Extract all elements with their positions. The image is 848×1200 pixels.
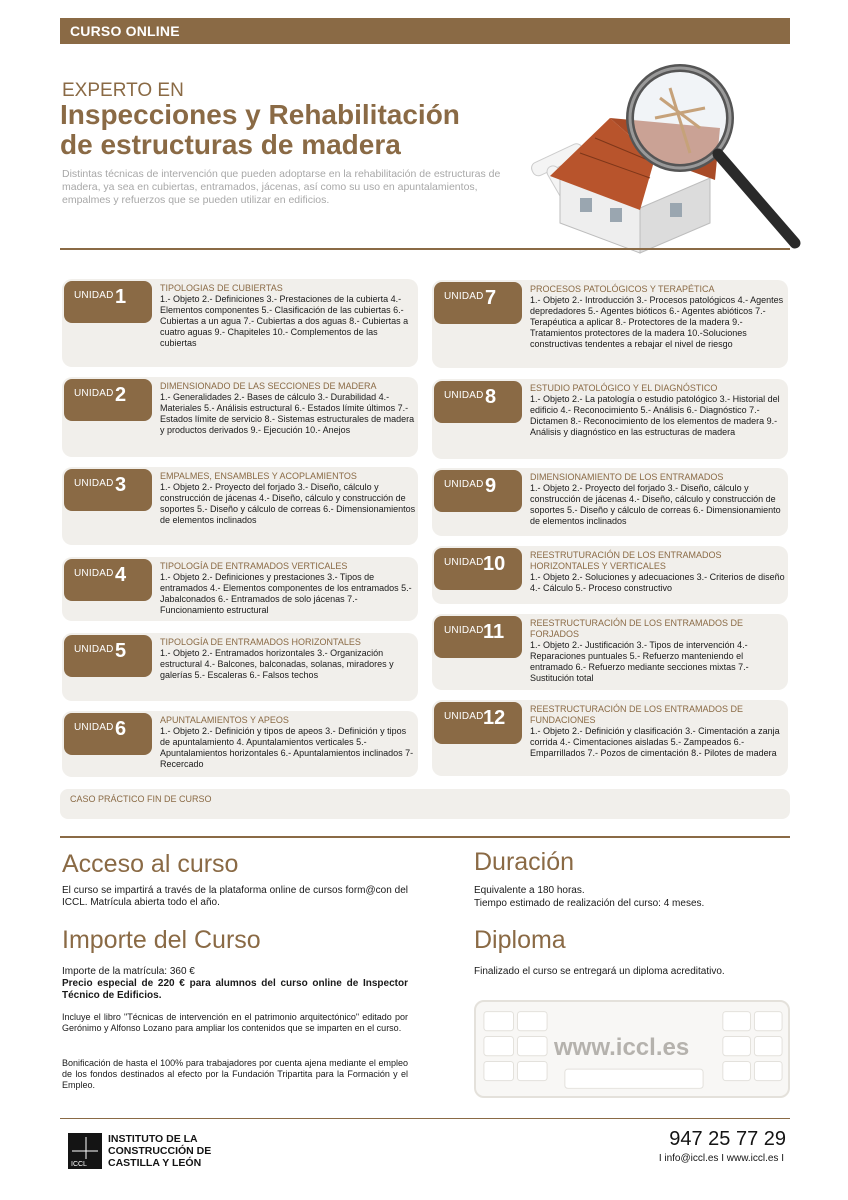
hero-title-line1: Inspecciones y Rehabilitación [60,99,460,130]
unit-topics: 1.- Objeto 2.- Definiciones 3.- Prestaciones de la cubierta 4.- Elementos componentes 5.- Clasificación de las cubiertas 6.- Cubiertas a un agua 7.- Cubiertas a dos aguas 8.- Cubiertas a cuatro aguas 9.- Chapiteles 10.- Complementos de las cubiertas [160,294,409,348]
importe-special-price: Precio especial de 220 € para alumnos del curso online de Inspector Técnico de Edificios. [62,978,408,1001]
phone-number[interactable]: 947 25 77 29 [669,1128,786,1150]
caso-practico-label: CASO PRÁCTICO FIN DE CURSO [70,794,212,804]
unit-label: UNIDAD [74,290,114,301]
unit-content [530,284,786,350]
unit-label: UNIDAD [444,291,484,302]
unit-topics: 1.- Objeto 2.- Introducción 3.- Procesos patológicos 4.- Agentes depredadores 5.- Agentes bióticos 6.- Agentes abióticos 7.- Terapéutica a aplicar 8.- Protectores de la madera 9.-Tratamientos protectores de la madera 10.-Soluciones constructivas tendentes a rebajar el nivel de riesgo [530,295,784,349]
unit-topics: 1.- Objeto 2.- Definición y clasificación 3.- Cimentación a zanja corrida 4.- Cimentaciones aisladas 5.- Zampeados 6.- Emparrillados 7.- Pozos de cimentación 8.- Pilotes de madera [530,726,780,758]
logo-text: ICCL [71,1161,87,1168]
acceso-text: El curso se impartirá a través de la plataforma online de cursos form@con del ICCL. Matrícula abierta todo el año. [62,885,408,908]
unit-title: PROCESOS PATOLÓGICOS Y TERAPÉTICA [530,284,715,294]
unit-label: UNIDAD [444,557,484,568]
unit-number: 2 [115,384,127,406]
unit-title: REESTRUCTURACIÓN DE LOS ENTRAMADOS DE FORJADOS [530,618,744,639]
unit-content [160,637,416,681]
unit-topics: 1.- Objeto 2.- Proyecto del forjado 3.- Diseño, cálculo y construcción de jácenas 4.- Diseño, cálculo y construcción de soportes 5.- Diseño y cálculo de correas 6.- Dimensionamientos de elementos inclinados [160,482,416,525]
unit-content [530,704,786,759]
unit-tab [64,469,152,511]
acceso-heading: Acceso al curso [62,850,239,878]
unit-topics: 1.- Objeto 2.- Soluciones y adecuaciones 3.- Criterios de diseño 4.- Cálculo 5.- Proceso constructivo [530,572,785,593]
iccl-logo [68,1133,102,1169]
unit-label: UNIDAD [74,644,114,655]
unit-number: 7 [485,287,497,309]
unit-tab [434,548,522,590]
hero-subtitle: EXPERTO EN [62,80,184,101]
unit-topics: 1.- Objeto 2.- Entramados horizontales 3.- Organización estructural 4.- Balcones, balconadas, solanas, miradores y galerías 5.- Escaleras 6.- Falsos techos [160,648,394,680]
caso-practico-bar [60,789,790,819]
unit-label: UNIDAD [444,390,484,401]
unit-number: 9 [485,475,497,497]
unit-title: REESTRUTURACIÓN DE LOS ENTRAMADOS HORIZONTALES Y VERTICALES [530,550,722,571]
diploma-text: Finalizado el curso se entregará un diploma acreditativo. [474,966,725,977]
diploma-heading: Diploma [474,926,566,954]
unit-number: 11 [483,621,505,643]
unit-tab [434,702,522,744]
unit-number: 8 [485,386,497,408]
institution-line1: INSTITUTO DE LA [108,1133,198,1145]
unit-topics: 1.- Objeto 2.- La patología o estudio patológico 3.- Historial del edificio 4.- Reconocimiento 5.- Análisis 6.- Diagnóstico 7.- Dictamen 8.- Reconocimiento de los elementos de madera 9.- Análisis y diagnóstico en las estructuras de madera [530,394,780,437]
unit-content [160,561,416,616]
unit-label: UNIDAD [444,711,484,722]
unit-tab [434,470,522,512]
unit-number: 12 [483,707,506,729]
unit-label: UNIDAD [74,722,114,733]
bottom-divider [60,1118,790,1119]
unit-content [160,471,416,526]
importe-heading: Importe del Curso [62,926,261,954]
top-banner [60,18,790,44]
institution-name [108,1133,228,1169]
unit-title: APUNTALAMIENTOS Y APEOS [160,715,289,725]
unit-title: TIPOLOGÍA DE ENTRAMADOS HORIZONTALES [160,637,361,647]
course-type-label: CURSO ONLINE [70,23,180,39]
contact-links[interactable]: I info@iccl.es I www.iccl.es I [658,1153,784,1164]
unit-tab [64,635,152,677]
duracion-heading: Duración [474,848,575,876]
website-url[interactable]: www.iccl.es [554,1034,690,1061]
unit-tab [434,381,522,423]
unit-number: 1 [115,286,127,308]
unit-label: UNIDAD [444,479,484,490]
unit-content [160,283,416,349]
unit-content [160,715,416,770]
unit-content [530,618,786,684]
unit-number: 5 [115,640,127,662]
unit-title: DIMENSIONADO DE LAS SECCIONES DE MADERA [160,381,377,391]
unit-content [530,550,786,594]
unit-tab [434,616,522,658]
hero-title [60,100,580,160]
unit-topics: 1.- Objeto 2.- Justificación 3.- Tipos de intervención 4.- Reparaciones puntuales 5.- Refuerzo manteniendo el entramado 6.- Refuerzo mediante secciones mixtas 7.- Sustitución total [530,640,749,683]
unit-title: REESTRUCTURACIÓN DE LOS ENTRAMADOS DE FUNDACIONES [530,704,744,725]
hero-title-line2: de estructuras de madera [60,129,401,160]
house-magnifier-illustration [520,58,810,258]
importe-book: Incluye el libro "Técnicas de intervención en el patrimonio arquitectónico" editado por Gerónimo y Alfonso Lozano para ampliar los contenidos que se imparten en el curso. [62,1012,408,1033]
importe-price: Importe de la matrícula: 360 € [62,966,195,977]
institution-line3: CASTILLA Y LEÓN [108,1157,202,1169]
unit-label: UNIDAD [74,568,114,579]
duracion-estimate: Tiempo estimado de realización del curso: 4 meses. [474,898,705,909]
unit-tab [434,282,522,324]
unit-number: 3 [115,474,127,496]
unit-title: TIPOLOGÍA DE ENTRAMADOS VERTICALES [160,561,348,571]
unit-label: UNIDAD [74,388,114,399]
middle-divider [60,836,790,838]
importe-bonus: Bonificación de hasta el 100% para trabajadores por cuenta ajena mediante el empleo de los fondos destinados al efecto por la Fundación Tripartita para la Formación y el Empleo. [62,1058,408,1090]
unit-label: UNIDAD [74,478,114,489]
unit-title: DIMENSIONAMIENTO DE LOS ENTRAMADOS [530,472,724,482]
unit-tab [64,559,152,601]
unit-tab [64,379,152,421]
unit-label: UNIDAD [444,625,484,636]
unit-topics: 1.- Objeto 2.- Proyecto del forjado 3.- Diseño, cálculo y construcción de jácenas 4.- Diseño, cálculo y construcción de soportes 5.- Diseño y cálculo de correas 6.- Dimensionamiento de elementos inclinados [530,483,781,526]
unit-number: 4 [115,564,127,586]
institution-line2: CONSTRUCCIÓN DE [108,1145,212,1157]
unit-content [530,383,786,438]
unit-title: EMPALMES, ENSAMBLES Y ACOPLAMIENTOS [160,471,357,481]
unit-title: TIPOLOGIAS DE CUBIERTAS [160,283,283,293]
hero-description: Distintas técnicas de intervención que pueden adoptarse en la rehabilitación de estructuras de madera, ya sea en cubiertas, entramados, jácenas, así como su uso en apuntalamientos, empalmes y refuerzos que se pueden utilizar en edificios. [62,168,501,206]
unit-tab [64,281,152,323]
unit-title: ESTUDIO PATOLÓGICO Y EL DIAGNÓSTICO [530,383,718,393]
unit-topics: 1.- Generalidades 2.- Bases de cálculo 3.- Durabilidad 4.- Materiales 5.- Análisis estructural 6.- Estados límite últimos 7.- Estados límite de servicio 8.- Sistemas estructurales de madera y productos derivados 9.- Ejecución 10.- Anejos [160,392,415,435]
website-banner [474,1000,790,1098]
iccl-logo-mark [68,1133,102,1169]
unit-content [160,381,416,436]
unit-topics: 1.- Objeto 2.- Definiciones y prestaciones 3.- Tipos de entramados 4.- Elementos componentes de los entramados 5.- Jabalconados 6.- Entramados de solo jácenas 7.- Funcionamiento estructural [160,572,412,615]
unit-number: 10 [483,553,506,575]
unit-tab [64,713,152,755]
unit-number: 6 [115,718,127,740]
duracion-hours: Equivalente a 180 horas. [474,885,585,896]
unit-content [530,472,786,527]
top-divider [60,248,790,250]
unit-topics: 1.- Objeto 2.- Definición y tipos de apeos 3.- Definición y tipos de apuntalamiento 4. Apuntalamientos verticales 5.- Apuntalamientos horizontales 6.- Apuntalamientos inclinados 7- Recercado [160,726,414,769]
